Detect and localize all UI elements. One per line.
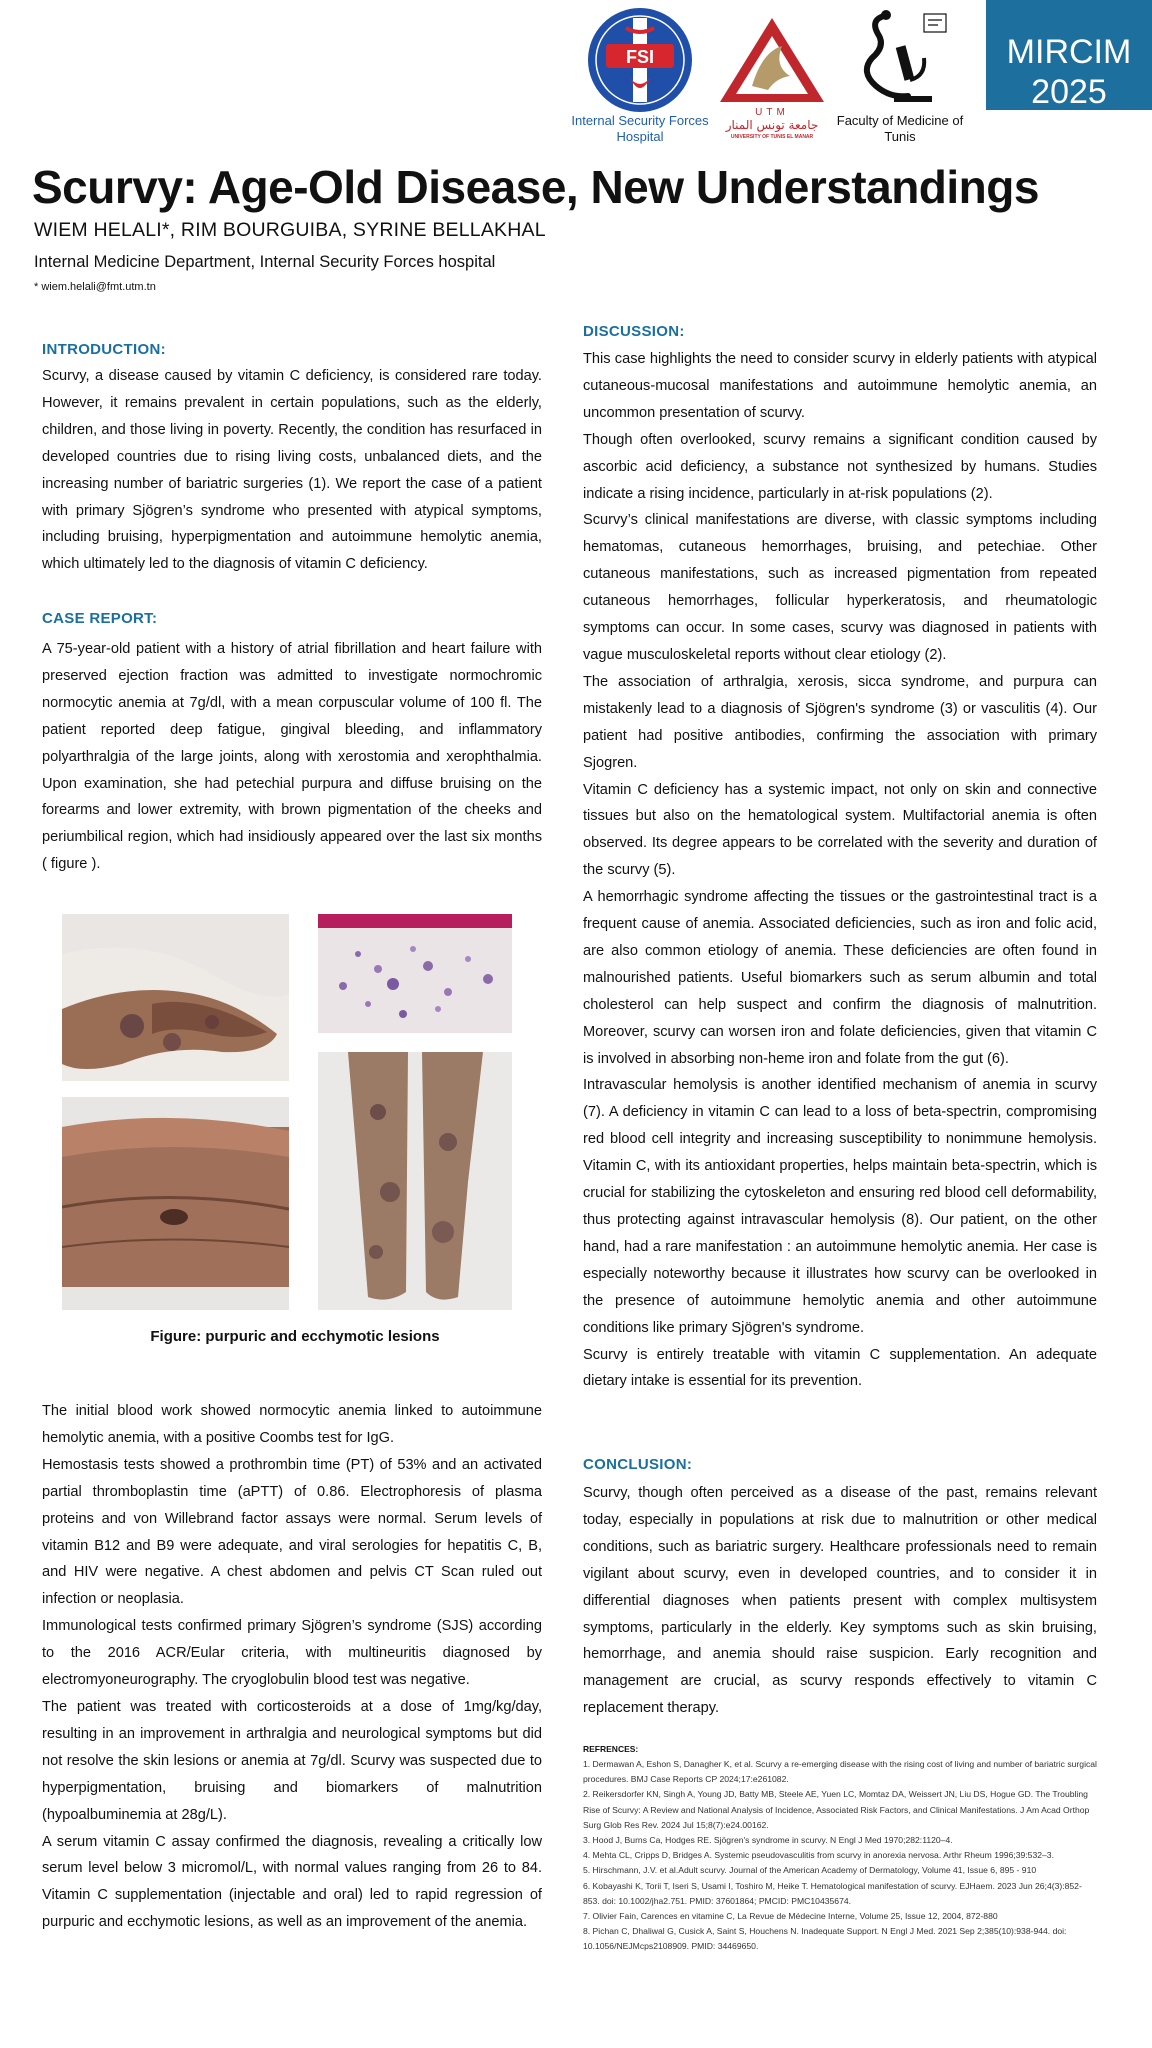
case-report-text: A 75-year-old patient with a history of atrial fibrillation and heart failure with preserved ejection fraction was admitted to investigate normochromic normocytic anemia at 7g/dl, with a mean corpuscular volume of 100 fl. The patient reported deep fatigue, gingival bleeding, and inflammatory polyarthralgia of the large joints, along with xerostomia and xerophthalmia. Upon examination, she had petechial purpura and diffuse bruising on the forearms and lower extremity, with brown pigmentation of the cheeks and periumbilical region, which had insidiously appeared over the last six months ( figure ).: [42, 641, 542, 873]
utm-university-logo: [716, 16, 828, 140]
reference-item: 8. Pichan C, Dhaliwal G, Cusick A, Saint S, Houchens N. Inadequate Support. N Engl J Med. 2021 Sep 2;385(10):938-944. doi: 10.1056/NEJMcps2108909. PMID: 34469650.: [583, 1926, 1067, 1952]
photo-leg-bruising: [318, 1052, 512, 1310]
reference-item: 4. Mehta CL, Cripps D, Bridges A. Systemic pseudovasculitis from scurvy in anorexia nervosa. Arthr Rheum 1996;39:532–3.: [583, 1850, 1054, 1861]
faculty-medicine-logo: [850, 6, 952, 114]
fsi-logo-caption: Internal Security Forces Hospital: [571, 113, 709, 144]
discussion-paragraph: The association of arthralgia, xerosis, sicca syndrome, and purpura can mistakenly lead to a diagnosis of Sjögren's syndrome (3) or vasculitis (4). Our patient had positive antibodies, confirming the association with primary Sjogren.: [583, 673, 1097, 771]
conclusion-heading: CONCLUSION:: [583, 1456, 693, 1473]
conference-year: 2025: [1031, 73, 1107, 111]
discussion-heading: DISCUSSION:: [583, 323, 685, 340]
reference-item: 2. Reikersdorfer KN, Singh A, Young JD, Batty MB, Steele AE, Yuen LC, Momtaz DA, Weissert JN, Liu DS, Hogue GD. The Troubling Rise of Scurvy: A Review and National Analysis of Incidence, Associated Risk Factors, and Clinical Manifestations. J Am Acad Orthop Surg Glob Res Rev. 2024 Jul 15;8(7):e24.00162.: [583, 1789, 1090, 1830]
case-paragraph: The initial blood work showed normocytic anemia linked to autoimmune hemolytic anemia, with a positive Coombs test for IgG.: [42, 1403, 542, 1446]
introduction-text: Scurvy, a disease caused by vitamin C deficiency, is considered rare today. However, it remains prevalent in certain populations, such as the elderly, children, and those living in poverty. Recently, the condition has resurfaced in developed countries due to rising living costs, unbalanced diets, and the increasing number of bariatric surgeries (1). We report the case of a patient with primary Sjögren’s syndrome who presented with atypical symptoms, including bruising, hyperpigmentation and autoimmune hemolytic anemia, which ultimately led to the diagnosis of vitamin C deficiency.: [42, 368, 542, 573]
references-heading: REFRENCES:: [583, 1744, 639, 1754]
photo-petechial-purpura: [318, 914, 512, 1033]
discussion-paragraph: Intravascular hemolysis is another identified mechanism of anemia in scurvy (7). A deficiency in vitamin C can lead to a loss of beta-spectrin, compromising red blood cell integrity and increasing susceptibility to nonimmune hemolysis. Vitamin C, with its antioxidant properties, helps maintain beta-spectrin, which is crucial for stabilizing the cytoskeleton and ensuring red blood cell deformability, thus protecting against intravascular hemolysis (8). Our patient, on the other hand, had a rare manifestation : an autoimmune hemolytic anemia. Her case is especially noteworthy because it illustrates how scurvy can be overlooked in the presence of autoimmune hemolytic anemia and other autoimmune conditions like primary Sjögren's syndrome.: [583, 1077, 1097, 1336]
author-list: WIEM HELALI*, RIM BOURGUIBA, SYRINE BELLAKHAL: [34, 219, 546, 241]
poster-title: Scurvy: Age-Old Disease, New Understandings: [32, 161, 1039, 213]
case-paragraph: A serum vitamin C assay confirmed the diagnosis, revealing a critically low serum level below 3 micromol/L, with normal values ranging from 26 to 84. Vitamin C supplementation (injectable and oral) led to rapid regression of purpuric and ecchymotic lesions, as well as an improvement of the anemia.: [42, 1833, 542, 1931]
faculty-medicine-caption: Faculty of Medicine of Tunis: [836, 113, 964, 144]
discussion-paragraph: Scurvy is entirely treatable with vitamin C supplementation. An adequate dietary intake is essential for its prevention.: [583, 1346, 1097, 1390]
discussion-paragraph: This case highlights the need to consider scurvy in elderly patients with atypical cutaneous-mucosal manifestations and autoimmune hemolytic anemia, an uncommon presentation of scurvy.: [583, 351, 1097, 421]
reference-item: 1. Dermawan A, Eshon S, Danagher K, et al. Scurvy a re-emerging disease with the rising cost of living and number of bariatric surgical procedures. BMJ Case Reports CP 2024;17:e261082.: [583, 1759, 1097, 1785]
utm-logo-arabic: جامعة تونس المنار: [725, 118, 819, 132]
figure-caption: Figure: purpuric and ecchymotic lesions: [150, 1328, 440, 1345]
discussion-paragraph: Though often overlooked, scurvy remains a significant condition caused by ascorbic acid deficiency, a substance not synthesized by humans. Studies indicate a rising incidence, particularly in at-risk populations (2).: [583, 431, 1097, 502]
reference-item: 3. Hood J, Burns Ca, Hodges RE. Sjögren's syndrome in scurvy. N Engl J Med 1970;282:1120–4.: [583, 1835, 953, 1846]
fsi-hospital-logo: [586, 6, 694, 114]
discussion-paragraph: Vitamin C deficiency has a systemic impact, not only on skin and connective tissues but also on the hematological system. Multifactorial anemia is often observed. Its degree appears to be correlated with the severity and duration of the scurvy (5).: [583, 781, 1097, 879]
references-list: [583, 1757, 1097, 1955]
fsi-logo-text: FSI: [625, 47, 655, 67]
contact-email: * wiem.helali@fmt.utm.tn: [34, 281, 156, 293]
conference-badge: [986, 0, 1152, 110]
discussion-text: [583, 346, 1097, 1395]
discussion-paragraph: Scurvy’s clinical manifestations are diverse, with classic symptoms including hematomas, cutaneous hemorrhages, bruising, and petechiae. Other cutaneous manifestations, such as increased pigmentation from repeated cutaneous hemorrhages, follicular hyperkeratosis, and rheumatologic symptoms can occur. In some cases, scurvy was diagnosed in patients with vague musculoskeletal reports without clear etiology (2).: [583, 512, 1097, 663]
introduction-heading: INTRODUCTION:: [42, 341, 166, 358]
reference-item: 6. Kobayashi K, Torii T, Iseri S, Usami I, Toshiro M, Heike T. Hematological manifestation of scurvy. EJHaem. 2023 Jun 26;4(3):852-853. doi: 10.1002/jha2.751. PMID: 37601864; PMCID: PMC10435674.: [583, 1880, 1082, 1906]
case-report-continued: [42, 1398, 542, 1936]
reference-item: 7. Olivier Fain, Carences en vitamine C, La Revue de Médecine Interne, Volume 25, Issue 12, 2004, 872-880: [583, 1911, 998, 1922]
affiliation: Internal Medicine Department, Internal Security Forces hospital: [34, 253, 496, 271]
discussion-paragraph: A hemorrhagic syndrome affecting the tissues or the gastrointestinal tract is a frequent cause of anemia. Associated deficiencies, such as iron and folic acid, are also common etiology of anemia. These deficiencies are often found in malnourished patients. Useful biomarkers such as serum albumin and total cholesterol can help suspect and confirm the diagnosis of malnutrition. Moreover, scurvy can worsen iron and folate deficiencies, given that vitamin C is involved in absorbing non-heme iron and folate from the gut (6).: [583, 889, 1097, 1067]
case-paragraph: Immunological tests confirmed primary Sjögren’s syndrome (SJS) according to the 2016 ACR/Eular criteria, with multineuritis diagnosed by electromyoneurography. The cryoglobulin blood test was negative.: [42, 1618, 542, 1689]
photo-abdomen-pigmentation: [62, 1097, 289, 1310]
case-paragraph: Hemostasis tests showed a prothrombin time (PT) of 53% and an activated partial thromboplastin time (aPTT) of 0.86. Electrophoresis of plasma proteins and von Willebrand factor assays were normal. Serum levels of vitamin B12 and B9 were adequate, and viral serologies for hepatitis C, B, and HIV were negative. A chest abdomen and pelvis CT Scan ruled out infection or neoplasia.: [42, 1456, 542, 1608]
conclusion-text: Scurvy, though often perceived as a disease of the past, remains relevant today, especially in populations at risk due to malnutrition or other medical conditions, such as bariatric surgery. Healthcare professionals need to remain vigilant about scurvy, even in developed countries, and to consider it in differential diagnoses when patients present with complex multisystem symptoms, particularly in the elderly. Key symptoms such as skin bruising, hemorrhage, and anemia should raise suspicion. Early recognition and management are crucial, as scurvy responds effectively to vitamin C replacement therapy.: [583, 1485, 1097, 1717]
case-paragraph: The patient was treated with corticosteroids at a dose of 1mg/kg/day, resulting in an improvement in arthralgia and neurological symptoms but did not resolve the skin lesions or anemia at 7g/dl. Scurvy was suspected due to hyperpigmentation, bruising and biomarkers of malnutrition (hypoalbuminemia at 28g/L).: [42, 1698, 542, 1823]
photo-hand-bruising: [62, 914, 289, 1081]
reference-item: 5. Hirschmann, J.V. et al.Adult scurvy. Journal of the American Academy of Dermatology, Volume 41, Issue 6, 895 - 910: [583, 1865, 1037, 1876]
case-report-heading: CASE REPORT:: [42, 610, 158, 627]
utm-logo-caption: UNIVERSITY OF TUNIS EL MANAR: [730, 134, 814, 140]
conference-name: MIRCIM: [1006, 33, 1132, 71]
utm-logo-text: UTM: [755, 107, 789, 118]
